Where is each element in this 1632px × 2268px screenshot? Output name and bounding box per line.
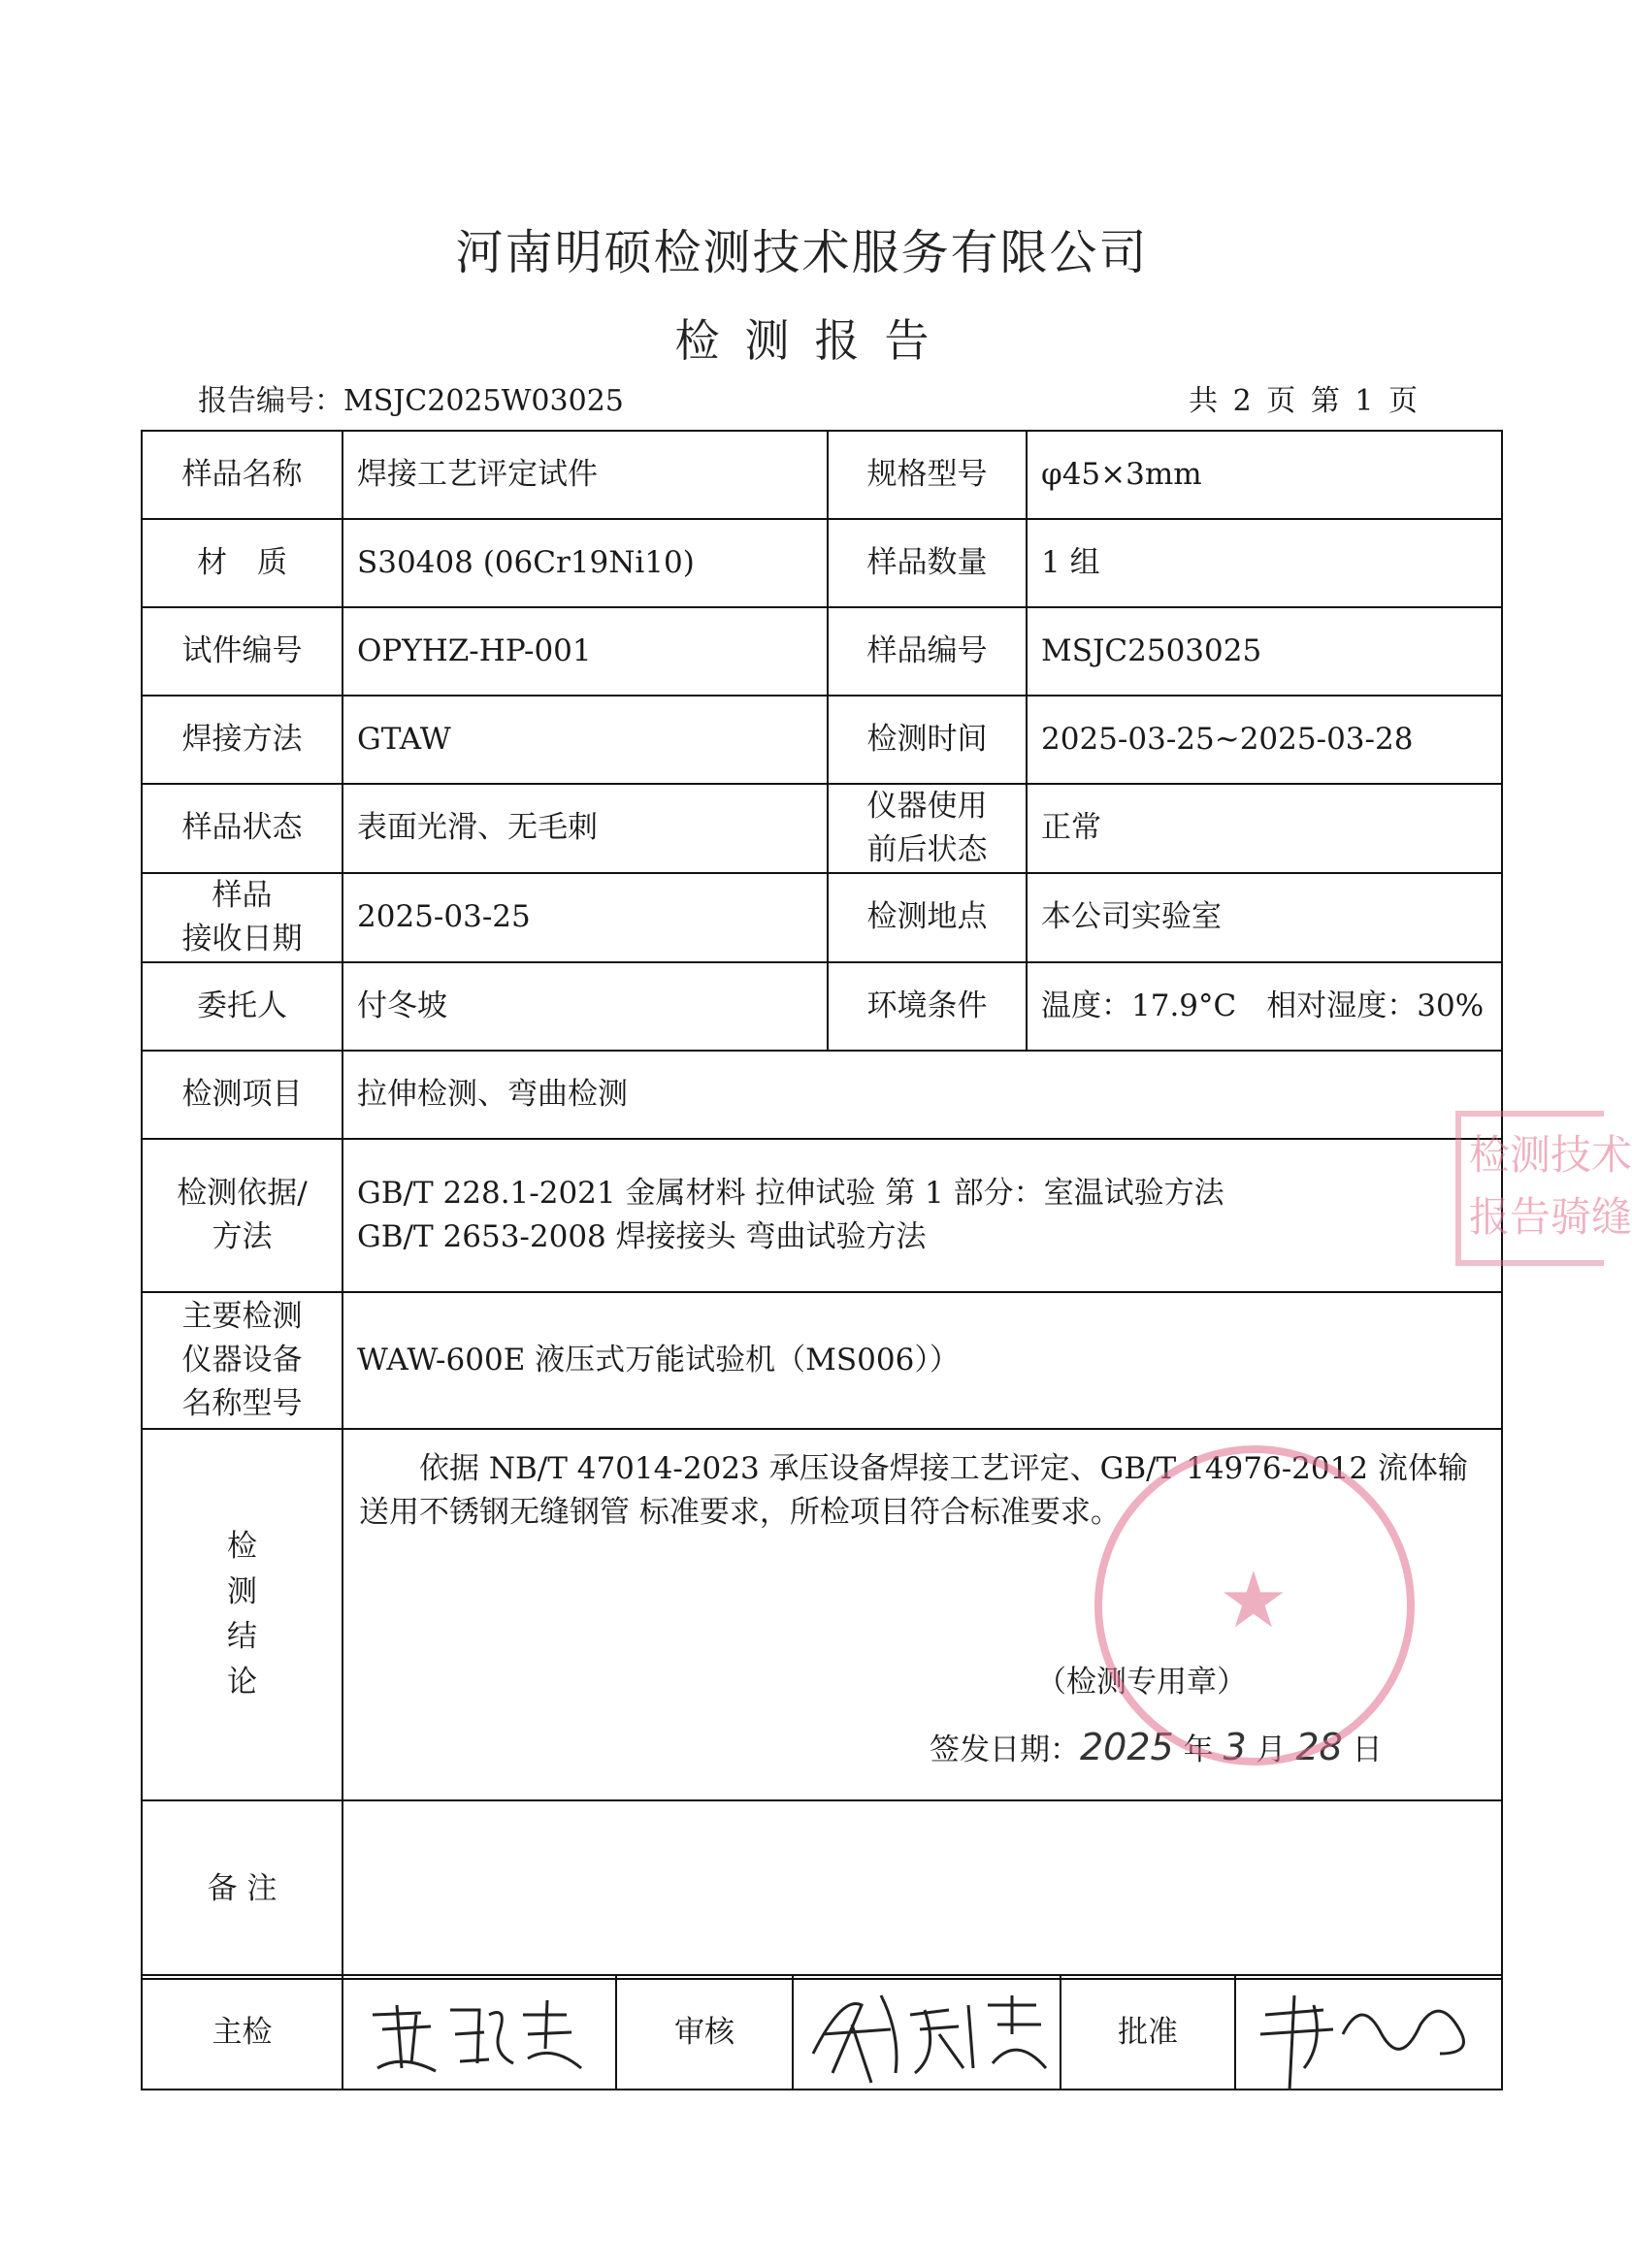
- table-row: [142, 1975, 1502, 2090]
- receive-date-value: 2025-03-25: [343, 873, 828, 962]
- month-unit: 月: [1256, 1732, 1287, 1767]
- sample-state-label: 样品状态: [142, 784, 343, 873]
- table-row: [142, 962, 1502, 1051]
- year-unit: 年: [1183, 1732, 1214, 1767]
- quantity-value: 1 组: [1027, 519, 1502, 607]
- remarks-label: 备 注: [142, 1800, 343, 1979]
- side-seal-line2: 报告骑缝: [1469, 1193, 1632, 1241]
- equipment-value: WAW-600E 液压式万能试验机（MS006））: [343, 1292, 1502, 1429]
- basis-label-line1: 检测依据/: [177, 1175, 308, 1211]
- report-table: [141, 430, 1503, 1980]
- star-icon: ★: [1219, 1555, 1289, 1645]
- material-value: S30408 (06Cr19Ni10): [343, 519, 828, 607]
- quantity-label: 样品数量: [828, 519, 1027, 607]
- report-number-label: 报告编号：: [198, 384, 343, 418]
- sample-no-label: 样品编号: [828, 607, 1027, 696]
- specimen-no-label: 试件编号: [142, 607, 343, 696]
- test-time-label: 检测时间: [828, 696, 1027, 784]
- receive-date-label-line2: 接收日期: [181, 921, 303, 956]
- environment-label: 环境条件: [828, 962, 1027, 1051]
- receive-date-label-line1: 样品: [212, 877, 273, 913]
- page-info: 共 2 页 第 1 页: [1189, 384, 1418, 418]
- location-label: 检测地点: [828, 873, 1027, 962]
- signature-table: [141, 1974, 1503, 2090]
- weld-method-label: 焊接方法: [142, 696, 343, 784]
- table-row: [142, 519, 1502, 607]
- issue-date: [930, 1721, 1383, 1774]
- issue-month: 3: [1223, 1725, 1247, 1768]
- report-number-value: MSJC2025W03025: [343, 384, 624, 418]
- spec-label: 规格型号: [828, 431, 1027, 519]
- basis-line1: GB/T 228.1-2021 金属材料 拉伸试验 第 1 部分：室温试验方法: [357, 1175, 1224, 1211]
- conclusion-text: 依据 NB/T 47014-2023 承压设备焊接工艺评定、GB/T 14976-2012 流体输送用不锈钢无缝钢管 标准要求，所检项目符合标准要求。: [359, 1450, 1468, 1530]
- approver-signature: [1235, 1975, 1502, 2090]
- table-row: [142, 431, 1502, 519]
- table-row: [142, 1139, 1502, 1292]
- environment-value: 温度：17.9°C 相对湿度：30%: [1027, 962, 1502, 1051]
- seal-note: （检测专用章）: [1036, 1664, 1247, 1700]
- inspector-label: 主检: [142, 1975, 343, 2090]
- conclusion-cell: [343, 1429, 1502, 1800]
- items-value: 拉伸检测、弯曲检测: [343, 1051, 1502, 1139]
- material-label: 材 质: [142, 519, 343, 607]
- side-seal-line1: 检测技术: [1469, 1131, 1632, 1179]
- items-label: 检测项目: [142, 1051, 343, 1139]
- conclusion-label-char: 论: [227, 1664, 257, 1700]
- equipment-label-line3: 名称型号: [181, 1385, 303, 1421]
- conclusion-label-char: 检: [227, 1529, 257, 1565]
- conclusion-label-char: 结: [227, 1619, 257, 1655]
- location-value: 本公司实验室: [1027, 873, 1502, 962]
- client-value: 付冬坡: [343, 962, 828, 1051]
- equipment-label-line1: 主要检测: [181, 1298, 303, 1334]
- sample-name-label: 样品名称: [142, 431, 343, 519]
- instrument-state-label: [828, 784, 1027, 873]
- conclusion-label-char: 测: [227, 1573, 257, 1609]
- equipment-label-line2: 仪器设备: [181, 1342, 303, 1377]
- conclusion-label: [142, 1429, 343, 1800]
- sample-name-value: 焊接工艺评定试件: [343, 431, 828, 519]
- table-row: [142, 607, 1502, 696]
- remarks-value: [343, 1800, 1502, 1979]
- basis-label-line2: 方法: [212, 1218, 273, 1254]
- report-number: [198, 376, 624, 419]
- report-title: 检测报告: [674, 314, 955, 367]
- day-unit: 日: [1352, 1732, 1383, 1767]
- specimen-no-value: OPYHZ-HP-001: [343, 607, 828, 696]
- receive-date-label: [142, 873, 343, 962]
- client-label: 委托人: [142, 962, 343, 1051]
- issue-year: 2025: [1080, 1725, 1174, 1768]
- inspector-signature: [343, 1975, 616, 2090]
- table-row: [142, 696, 1502, 784]
- table-row: [142, 1292, 1502, 1429]
- issue-date-label: 签发日期：: [930, 1732, 1080, 1767]
- basis-label: [142, 1139, 343, 1292]
- basis-value: [343, 1139, 1502, 1292]
- test-time-value: 2025-03-25~2025-03-28: [1027, 696, 1502, 784]
- reviewer-signature: [793, 1975, 1061, 2090]
- spec-value: φ45×3mm: [1027, 431, 1502, 519]
- approver-signature-image: [1246, 1976, 1498, 2090]
- sample-no-value: MSJC2503025: [1027, 607, 1502, 696]
- conclusion-content: [357, 1430, 1487, 1799]
- inspector-signature-image: [353, 1976, 605, 2083]
- reviewer-signature-image: [803, 1976, 1065, 2090]
- instrument-state-label-line1: 仪器使用: [866, 789, 988, 824]
- instrument-state-label-line2: 前后状态: [866, 831, 988, 867]
- table-row: [142, 1429, 1502, 1800]
- reviewer-label: 审核: [616, 1975, 793, 2090]
- equipment-label: [142, 1292, 343, 1429]
- table-row: [142, 784, 1502, 873]
- table-row: [142, 1800, 1502, 1979]
- sample-state-value: 表面光滑、无毛刺: [343, 784, 828, 873]
- side-seal: [1455, 1111, 1632, 1266]
- table-row: [142, 1051, 1502, 1139]
- table-row: [142, 873, 1502, 962]
- approver-label: 批准: [1061, 1975, 1235, 2090]
- company-name: 河南明硕检测技术服务有限公司: [455, 225, 1149, 280]
- issue-day: 28: [1295, 1725, 1343, 1768]
- weld-method-value: GTAW: [343, 696, 828, 784]
- instrument-state-value: 正常: [1027, 784, 1502, 873]
- basis-line2: GB/T 2653-2008 焊接接头 弯曲试验方法: [357, 1218, 927, 1254]
